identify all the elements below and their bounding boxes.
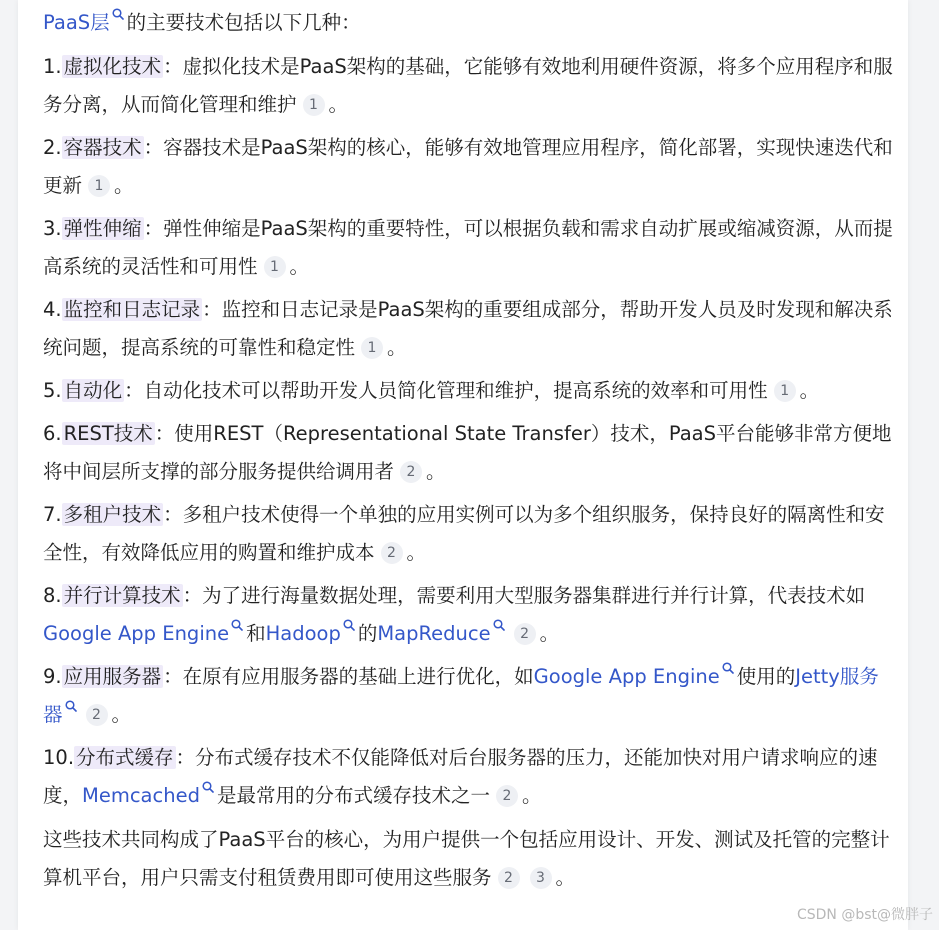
item-text: 在原有应用服务器的基础上进行优化，如 xyxy=(182,665,534,688)
keyword-monitoring-logging[interactable]: 监控和日志记录 xyxy=(63,298,201,321)
citation-badge[interactable]: 2 xyxy=(381,542,403,564)
item-text: 和 xyxy=(246,622,266,645)
item-end: 。 xyxy=(387,336,407,359)
citation-badge[interactable]: 2 xyxy=(86,704,108,726)
keyword-automation[interactable]: 自动化 xyxy=(63,379,123,402)
link-google-app-engine[interactable]: Google App Engine xyxy=(533,665,720,688)
csdn-watermark: CSDN @bst@微胖子 xyxy=(796,907,933,923)
search-icon[interactable] xyxy=(343,619,355,631)
keyword-virtualization[interactable]: 虚拟化技术 xyxy=(63,55,162,78)
item-end: 。 xyxy=(539,622,560,645)
item-colon: ： xyxy=(154,422,175,445)
item-text: 使用的 xyxy=(736,665,796,688)
search-icon[interactable] xyxy=(231,619,243,631)
item-text: 多租户技术使得一个单独的应用实例可以为多个组织服务，保持良好的隔离性和安全性，有效降低应用的购置和维护成本 xyxy=(43,503,885,564)
search-icon[interactable] xyxy=(202,781,214,793)
link-jetty-server[interactable]: Jetty服务器 xyxy=(43,665,879,726)
link-google-app-engine[interactable]: Google App Engine xyxy=(43,622,230,645)
link-memcached[interactable]: Memcached xyxy=(82,784,200,807)
item-text: 容器技术是PaaS架构的核心，能够有效地管理应用程序，简化部署，实现快速迭代和更新 xyxy=(43,136,893,197)
citation-badge[interactable]: 1 xyxy=(264,256,286,278)
item-colon: ： xyxy=(143,217,164,240)
item-end: 。 xyxy=(111,703,132,726)
item-text: 的 xyxy=(357,622,378,645)
list-item-3 xyxy=(43,210,893,286)
keyword-rest[interactable]: REST技术 xyxy=(63,422,153,445)
citation-badge[interactable]: 1 xyxy=(303,94,325,116)
item-text: 为了进行海量数据处理，需要利用大型服务器集群进行并行计算，代表技术如 xyxy=(202,584,866,607)
summary-paragraph xyxy=(43,821,893,897)
item-number: 8. xyxy=(43,584,62,607)
summary-end: 。 xyxy=(555,866,576,889)
item-text: 使用REST（Representational State Transfer）技术，PaaS平台能够非常方便地将中间层所支撑的部分服务提供给调用者 xyxy=(43,422,892,483)
item-number: 5. xyxy=(43,379,62,402)
keyword-elastic-scaling[interactable]: 弹性伸缩 xyxy=(63,217,142,240)
link-hadoop[interactable]: Hadoop xyxy=(265,622,341,645)
citation-badge[interactable]: 2 xyxy=(496,785,518,807)
citation-badge[interactable]: 2 xyxy=(498,867,520,889)
item-text: 自动化技术可以帮助开发人员简化管理和维护，提高系统的效率和可用性 xyxy=(143,379,768,402)
citation-badge[interactable]: 1 xyxy=(774,380,796,402)
intro-paragraph xyxy=(43,4,893,42)
item-number: 1. xyxy=(43,55,62,78)
citation-badge[interactable]: 3 xyxy=(530,867,552,889)
item-colon: ： xyxy=(163,503,183,526)
item-number: 4. xyxy=(43,298,62,321)
item-colon: ： xyxy=(163,55,183,78)
link-mapreduce[interactable]: MapReduce xyxy=(377,622,491,645)
list-item-10 xyxy=(43,739,893,815)
item-end: 。 xyxy=(426,460,446,483)
citation-badge[interactable]: 1 xyxy=(361,337,383,359)
item-end: 。 xyxy=(114,174,134,197)
item-colon: ： xyxy=(175,746,196,769)
search-icon[interactable] xyxy=(65,700,77,712)
citation-badge[interactable]: 2 xyxy=(514,623,536,645)
keyword-app-server[interactable]: 应用服务器 xyxy=(63,665,162,688)
item-text: 分布式缓存技术不仅能降低对后台服务器的压力，还能加快对用户请求响应的速度， xyxy=(43,746,878,807)
item-colon: ： xyxy=(163,665,183,688)
list-item-6 xyxy=(43,415,893,491)
item-end: 。 xyxy=(799,379,820,402)
search-icon[interactable] xyxy=(722,662,734,674)
list-item-2 xyxy=(43,129,893,205)
item-text: 监控和日志记录是PaaS架构的重要组成部分，帮助开发人员及时发现和解决系统问题，提高系统的可靠性和稳定性 xyxy=(43,298,893,359)
list-item-4 xyxy=(43,291,893,367)
item-number: 3. xyxy=(43,217,62,240)
search-icon[interactable] xyxy=(493,619,505,631)
keyword-distributed-cache[interactable]: 分布式缓存 xyxy=(76,746,174,769)
item-number: 6. xyxy=(43,422,62,445)
citation-badge[interactable]: 2 xyxy=(400,461,422,483)
item-number: 9. xyxy=(43,665,62,688)
keyword-parallel-computing[interactable]: 并行计算技术 xyxy=(63,584,181,607)
item-text: 虚拟化技术是PaaS架构的基础，它能够有效地利用硬件资源，将多个应用程序和服务分离，从而简化管理和维护 xyxy=(43,55,893,116)
item-text: 是最常用的分布式缓存技术之一 xyxy=(216,784,490,807)
item-colon: ： xyxy=(182,584,203,607)
item-end: 。 xyxy=(406,541,427,564)
list-item-9 xyxy=(43,658,893,734)
link-paas-layer[interactable]: PaaS层 xyxy=(43,11,110,34)
item-number: 2. xyxy=(43,136,62,159)
citation-badge[interactable]: 1 xyxy=(88,175,110,197)
list-item-5 xyxy=(43,372,893,410)
item-end: 。 xyxy=(328,93,349,116)
item-number: 7. xyxy=(43,503,62,526)
item-colon: ： xyxy=(143,136,164,159)
summary-text: 这些技术共同构成了PaaS平台的核心，为用户提供一个包括应用设计、开发、测试及托管的完整计算机平台，用户只需支付租赁费用即可使用这些服务 xyxy=(43,828,890,889)
item-colon: ： xyxy=(202,298,222,321)
search-icon[interactable] xyxy=(112,8,124,20)
item-colon: ： xyxy=(124,379,144,402)
item-number: 10. xyxy=(43,746,75,769)
item-end: 。 xyxy=(521,784,542,807)
answer-content xyxy=(43,0,893,897)
list-item-1 xyxy=(43,48,893,124)
keyword-multi-tenant[interactable]: 多租户技术 xyxy=(63,503,162,526)
list-item-8 xyxy=(43,577,893,653)
answer-card xyxy=(18,0,908,930)
keyword-container[interactable]: 容器技术 xyxy=(63,136,142,159)
list-item-7 xyxy=(43,496,893,572)
item-text: 弹性伸缩是PaaS架构的重要特性，可以根据负载和需求自动扩展或缩减资源，从而提高系统的灵活性和可用性 xyxy=(43,217,893,278)
item-end: 。 xyxy=(289,255,310,278)
intro-text: 的主要技术包括以下几种： xyxy=(126,11,361,34)
